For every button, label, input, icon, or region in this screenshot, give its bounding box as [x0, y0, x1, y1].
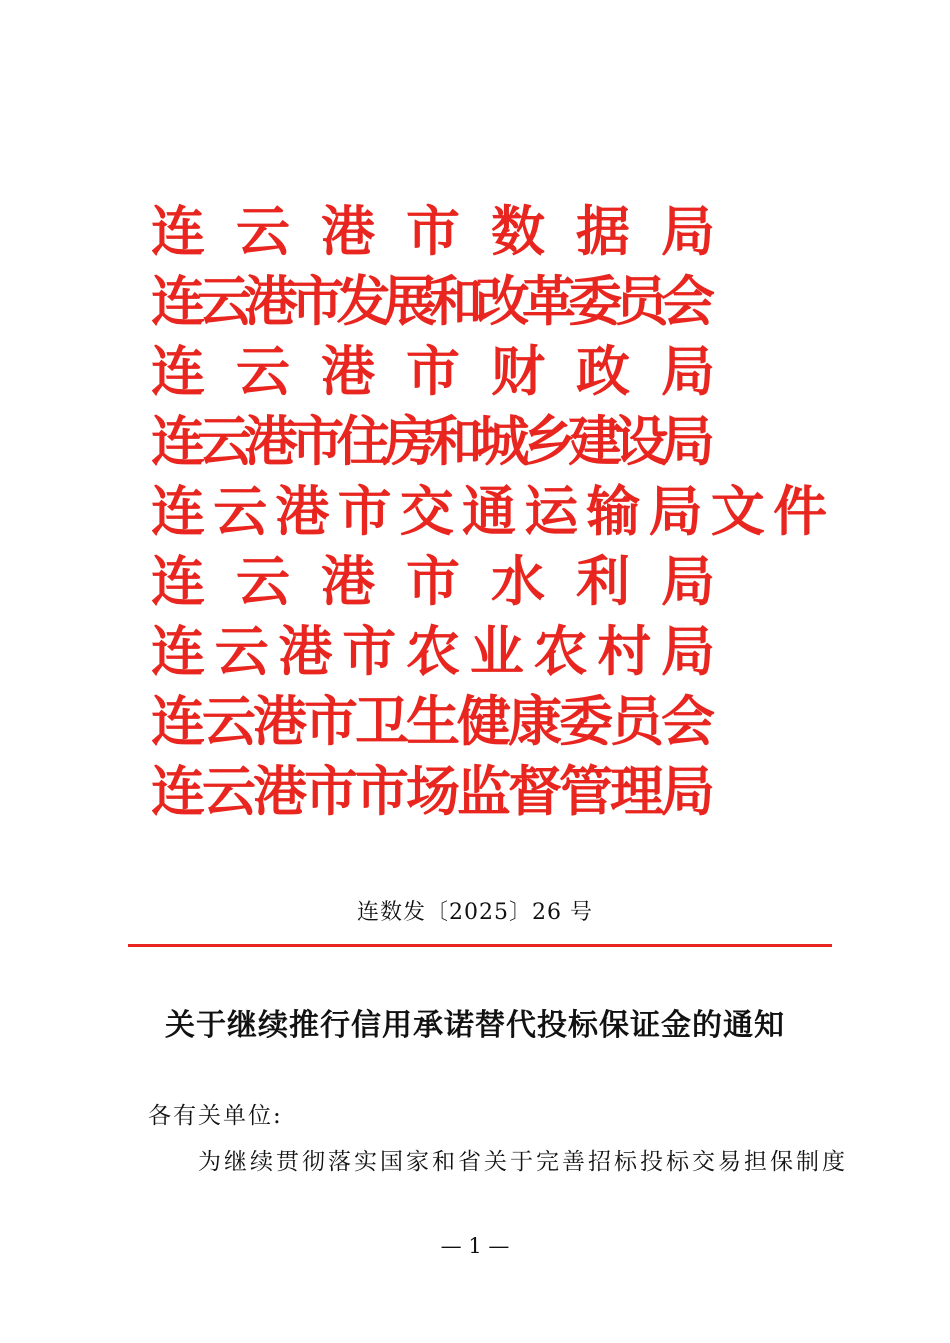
- issuer-character: 连: [151, 339, 205, 403]
- issuer-character: 局: [661, 619, 715, 683]
- issuer-character: 和: [429, 409, 484, 473]
- issuer-character: 连: [151, 269, 205, 333]
- issuer-character: 员: [614, 269, 669, 333]
- issuer-character: 连: [151, 479, 205, 543]
- issuer-character: 委: [568, 269, 623, 333]
- issuer-character: 云: [214, 619, 269, 683]
- issuer-character: 件: [773, 479, 827, 543]
- issuer-character: 港: [253, 689, 307, 753]
- issuer-character: 连: [151, 549, 205, 613]
- issuer-character: 农: [406, 619, 460, 683]
- issuer-character: 和: [429, 269, 484, 333]
- issuer-character: 市: [304, 759, 358, 823]
- issuer-character: 设: [614, 409, 669, 473]
- issuer-character: 理: [610, 759, 664, 823]
- issuer-character: 管: [559, 759, 613, 823]
- issuer-character: 港: [321, 549, 375, 613]
- issuer-character: 局: [648, 479, 703, 543]
- issuer-character: 健: [457, 689, 511, 753]
- issuer-character: 连: [151, 619, 205, 683]
- issuer-character: 住: [336, 409, 391, 473]
- issuer-character: 业: [469, 619, 524, 683]
- issuer-character: 督: [508, 759, 562, 823]
- issuer-character: 文: [710, 479, 765, 543]
- issuer-character: 局: [661, 409, 715, 473]
- issuer-character: 云: [197, 409, 252, 473]
- issuer-character: 市: [304, 689, 358, 753]
- issuer-character: 房: [382, 409, 437, 473]
- issuer-character: 港: [321, 199, 375, 263]
- document-title: 关于继续推行信用承诺替代投标保证金的通知: [165, 1008, 785, 1043]
- issuer-character: 云: [236, 549, 290, 613]
- issuer-character: 财: [491, 339, 545, 403]
- issuer-character: 市: [355, 759, 409, 823]
- issuer-character: 云: [236, 339, 290, 403]
- issuer-character: 云: [202, 759, 256, 823]
- issuer-character: 港: [243, 409, 298, 473]
- issuer-character: 监: [457, 759, 511, 823]
- issuer-character: 市: [342, 619, 397, 683]
- issuer-character: 市: [290, 409, 345, 473]
- issuer-character: 市: [290, 269, 345, 333]
- issuer-character: 局: [661, 759, 715, 823]
- issuer-character: 水: [491, 549, 545, 613]
- issuer-character: 村: [597, 619, 652, 683]
- issuer-character: 连: [151, 409, 205, 473]
- page-number: — 1 —: [440, 1234, 510, 1258]
- issuer-character: 利: [576, 549, 630, 613]
- issuer-character: 革: [521, 269, 576, 333]
- issuer-character: 市: [406, 199, 460, 263]
- issuer-character: 政: [576, 339, 630, 403]
- issuer-character: 生: [406, 689, 460, 753]
- issuer-character: 场: [406, 759, 460, 823]
- issuer-character: 通: [462, 479, 516, 543]
- issuer-character: 连: [151, 689, 205, 753]
- issuer-character: 云: [213, 479, 268, 543]
- issuer-character: 委: [559, 689, 613, 753]
- issuer-character: 康: [508, 689, 562, 753]
- issuer-character: 局: [661, 339, 715, 403]
- issuer-character: 建: [568, 409, 623, 473]
- issuer-character: 农: [533, 619, 588, 683]
- issuer-character: 数: [491, 199, 545, 263]
- issuer-character: 展: [382, 269, 437, 333]
- document-number: 连数发〔2025〕26 号: [357, 900, 593, 925]
- red-divider-line: [128, 944, 832, 947]
- issuer-character: 员: [610, 689, 664, 753]
- issuer-character: 会: [661, 269, 715, 333]
- issuer-character: 市: [406, 549, 460, 613]
- issuer-character: 改: [475, 269, 530, 333]
- salutation: 各有关单位:: [148, 1103, 283, 1129]
- issuer-character: 交: [399, 479, 454, 543]
- issuer-character: 港: [278, 619, 333, 683]
- issuer-character: 港: [243, 269, 298, 333]
- issuer-character: 港: [321, 339, 375, 403]
- issuer-character: 局: [661, 549, 715, 613]
- issuer-character: 发: [336, 269, 391, 333]
- issuer-character: 连: [151, 199, 205, 263]
- issuer-character: 云: [202, 689, 256, 753]
- issuer-character: 局: [661, 199, 715, 263]
- issuer-character: 运: [524, 479, 579, 543]
- issuer-character: 云: [236, 199, 290, 263]
- issuer-character: 卫: [355, 689, 409, 753]
- issuer-character: 连: [151, 759, 205, 823]
- issuer-character: 据: [576, 199, 630, 263]
- issuer-character: 市: [337, 479, 392, 543]
- issuer-character: 会: [661, 689, 715, 753]
- issuer-character: 云: [197, 269, 252, 333]
- issuer-character: 输: [586, 479, 641, 543]
- body-paragraph: 为继续贯彻落实国家和省关于完善招标投标交易担保制度: [198, 1149, 848, 1175]
- issuer-character: 港: [275, 479, 330, 543]
- issuer-character: 城: [475, 409, 530, 473]
- issuer-character: 港: [253, 759, 307, 823]
- issuer-character: 乡: [521, 409, 576, 473]
- issuer-character: 市: [406, 339, 460, 403]
